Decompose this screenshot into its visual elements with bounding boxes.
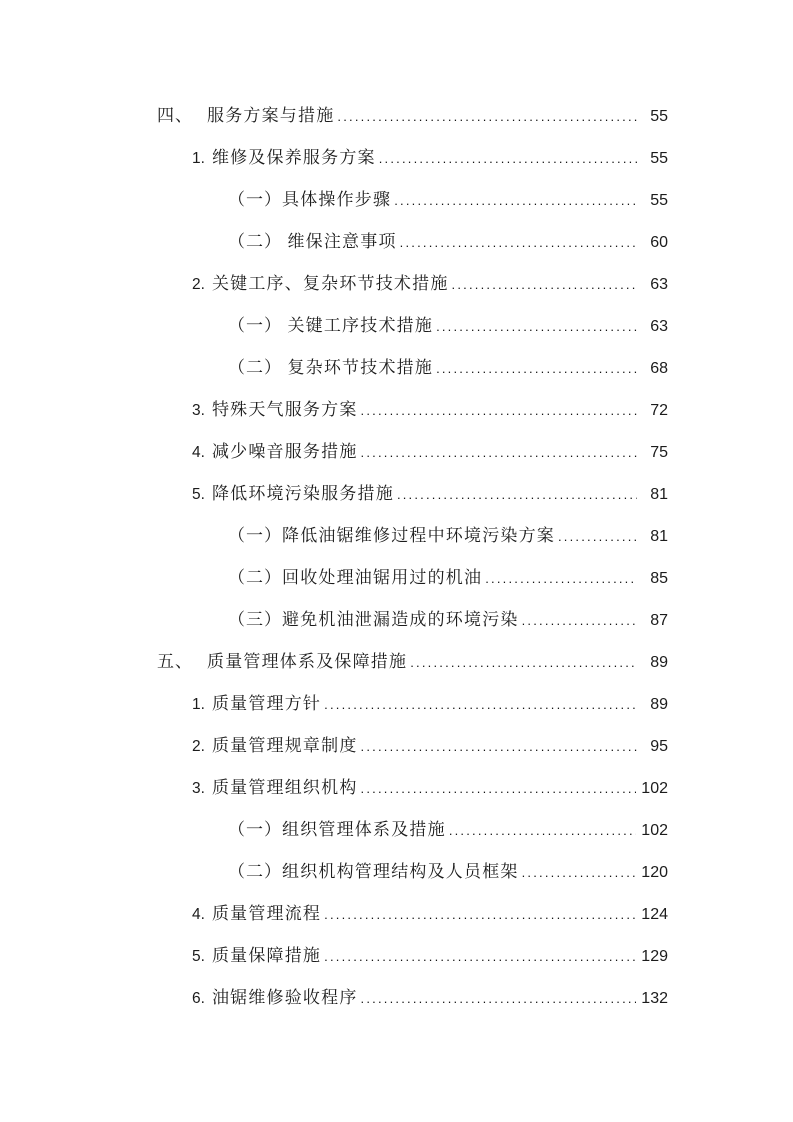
toc-entry-page: 81 bbox=[650, 486, 668, 503]
toc-entry-number: （一） bbox=[228, 190, 282, 209]
toc-entry-title: 减少噪音服务措施 bbox=[211, 442, 358, 461]
toc-entry-page: 89 bbox=[650, 696, 668, 713]
dot-leader bbox=[361, 400, 637, 421]
dot-leader bbox=[558, 526, 637, 547]
toc-entry-page: 55 bbox=[650, 108, 668, 125]
dot-leader bbox=[410, 652, 637, 673]
toc-entry-number: （二） bbox=[228, 568, 282, 587]
toc-entry-page: 85 bbox=[650, 570, 668, 587]
dot-leader bbox=[397, 484, 637, 505]
toc-entry-page: 68 bbox=[650, 360, 668, 377]
toc-entry-title: 组织管理体系及措施 bbox=[282, 820, 446, 839]
toc-entry[interactable] bbox=[157, 987, 668, 1029]
toc-entry-page: 60 bbox=[650, 234, 668, 251]
toc-entry[interactable] bbox=[157, 147, 668, 189]
toc-entry-page: 102 bbox=[641, 822, 668, 839]
toc-entry-number: 5. bbox=[192, 486, 205, 503]
toc-entry[interactable] bbox=[157, 735, 668, 777]
toc-entry-title: 关键工序、复杂环节技术措施 bbox=[211, 274, 449, 293]
toc-entry[interactable] bbox=[157, 567, 668, 609]
dot-leader bbox=[361, 778, 637, 799]
dot-leader bbox=[485, 568, 637, 589]
toc-entry[interactable] bbox=[157, 231, 668, 273]
dot-leader bbox=[452, 274, 637, 295]
toc-entry-number: 2. bbox=[192, 276, 205, 293]
toc-entry-title: 质量管理体系及保障措施 bbox=[207, 652, 408, 671]
toc-entry-page: 75 bbox=[650, 444, 668, 461]
toc-entry-number: 3. bbox=[192, 402, 205, 419]
dot-leader bbox=[324, 946, 636, 967]
toc-entry-number: （二） bbox=[228, 862, 282, 881]
toc-entry-number: 五、 bbox=[157, 652, 193, 671]
toc-entry-title: 质量管理流程 bbox=[211, 904, 322, 923]
toc-entry-number: （一） bbox=[228, 316, 282, 335]
toc-entry-page: 129 bbox=[641, 948, 668, 965]
dot-leader bbox=[337, 106, 637, 127]
toc-entry-page: 87 bbox=[650, 612, 668, 629]
dot-leader bbox=[324, 904, 636, 925]
toc-entry-title: 油锯维修验收程序 bbox=[211, 988, 358, 1007]
toc-entry-number: 1. bbox=[192, 696, 205, 713]
toc-entry-number: 2. bbox=[192, 738, 205, 755]
dot-leader bbox=[324, 694, 637, 715]
toc-entry-title: 服务方案与措施 bbox=[207, 106, 335, 125]
dot-leader bbox=[449, 820, 636, 841]
toc-entry[interactable] bbox=[157, 819, 668, 861]
toc-entry-page: 102 bbox=[641, 780, 668, 797]
toc-entry-title: 质量保障措施 bbox=[211, 946, 322, 965]
toc-entry-title: 维修及保养服务方案 bbox=[211, 148, 376, 167]
toc-entry-title: 回收处理油锯用过的机油 bbox=[282, 568, 483, 587]
toc-entry[interactable] bbox=[157, 483, 668, 525]
toc-entry-page: 55 bbox=[650, 192, 668, 209]
toc-entry-title: 关键工序技术措施 bbox=[282, 316, 434, 335]
toc-entry-number: 四、 bbox=[157, 106, 193, 125]
toc-entry[interactable] bbox=[157, 315, 668, 357]
toc-entry-page: 81 bbox=[650, 528, 668, 545]
toc-entry-title: 质量管理规章制度 bbox=[211, 736, 358, 755]
toc-entry[interactable] bbox=[157, 105, 668, 147]
toc-entry-page: 120 bbox=[641, 864, 668, 881]
toc-entry-title: 降低环境污染服务措施 bbox=[211, 484, 394, 503]
toc-entry[interactable] bbox=[157, 189, 668, 231]
toc-entry-title: 避免机油泄漏造成的环境污染 bbox=[282, 610, 519, 629]
toc-entry-number: 4. bbox=[192, 906, 205, 923]
toc-entry-title: 质量管理方针 bbox=[211, 694, 322, 713]
toc-entry-title: 复杂环节技术措施 bbox=[282, 358, 434, 377]
toc-entry-number: 1. bbox=[192, 150, 205, 167]
toc-entry-page: 72 bbox=[650, 402, 668, 419]
dot-leader bbox=[436, 316, 637, 337]
toc-entry-title: 质量管理组织机构 bbox=[211, 778, 358, 797]
toc-entry-page: 95 bbox=[650, 738, 668, 755]
toc-entry[interactable] bbox=[157, 693, 668, 735]
toc-list bbox=[157, 105, 668, 1029]
dot-leader bbox=[361, 442, 637, 463]
dot-leader bbox=[379, 148, 637, 169]
toc-entry-title: 组织机构管理结构及人员框架 bbox=[282, 862, 519, 881]
toc-entry-number: 5. bbox=[192, 948, 205, 965]
dot-leader bbox=[394, 190, 637, 211]
toc-entry-page: 132 bbox=[641, 990, 668, 1007]
toc-entry[interactable] bbox=[157, 945, 668, 987]
toc-entry-page: 124 bbox=[641, 906, 668, 923]
toc-entry[interactable] bbox=[157, 861, 668, 903]
toc-entry-page: 63 bbox=[650, 318, 668, 335]
toc-entry[interactable] bbox=[157, 357, 668, 399]
dot-leader bbox=[361, 736, 637, 757]
toc-entry-number: （一） bbox=[228, 526, 282, 545]
dot-leader bbox=[400, 232, 637, 253]
toc-entry[interactable] bbox=[157, 525, 668, 567]
toc-entry[interactable] bbox=[157, 273, 668, 315]
toc-entry-number: （二） bbox=[228, 232, 282, 251]
toc-entry-number: 4. bbox=[192, 444, 205, 461]
toc-entry[interactable] bbox=[157, 399, 668, 441]
toc-entry[interactable] bbox=[157, 903, 668, 945]
toc-entry[interactable] bbox=[157, 777, 668, 819]
dot-leader bbox=[361, 988, 637, 1009]
toc-entry-page: 55 bbox=[650, 150, 668, 167]
toc-entry[interactable] bbox=[157, 609, 668, 651]
dot-leader bbox=[522, 610, 637, 631]
toc-entry-title: 维保注意事项 bbox=[282, 232, 397, 251]
toc-entry-title: 降低油锯维修过程中环境污染方案 bbox=[282, 526, 555, 545]
toc-entry-title: 具体操作步骤 bbox=[282, 190, 392, 209]
toc-entry-number: （二） bbox=[228, 358, 282, 377]
toc-entry-page: 89 bbox=[650, 654, 668, 671]
toc-entry-title: 特殊天气服务方案 bbox=[211, 400, 358, 419]
toc-entry[interactable] bbox=[157, 651, 668, 693]
toc-entry-number: （一） bbox=[228, 820, 282, 839]
toc-entry-page: 63 bbox=[650, 276, 668, 293]
toc-entry-number: 6. bbox=[192, 990, 205, 1007]
toc-entry-number: 3. bbox=[192, 780, 205, 797]
toc-entry[interactable] bbox=[157, 441, 668, 483]
toc-entry-number: （三） bbox=[228, 610, 282, 629]
dot-leader bbox=[522, 862, 637, 883]
dot-leader bbox=[436, 358, 637, 379]
